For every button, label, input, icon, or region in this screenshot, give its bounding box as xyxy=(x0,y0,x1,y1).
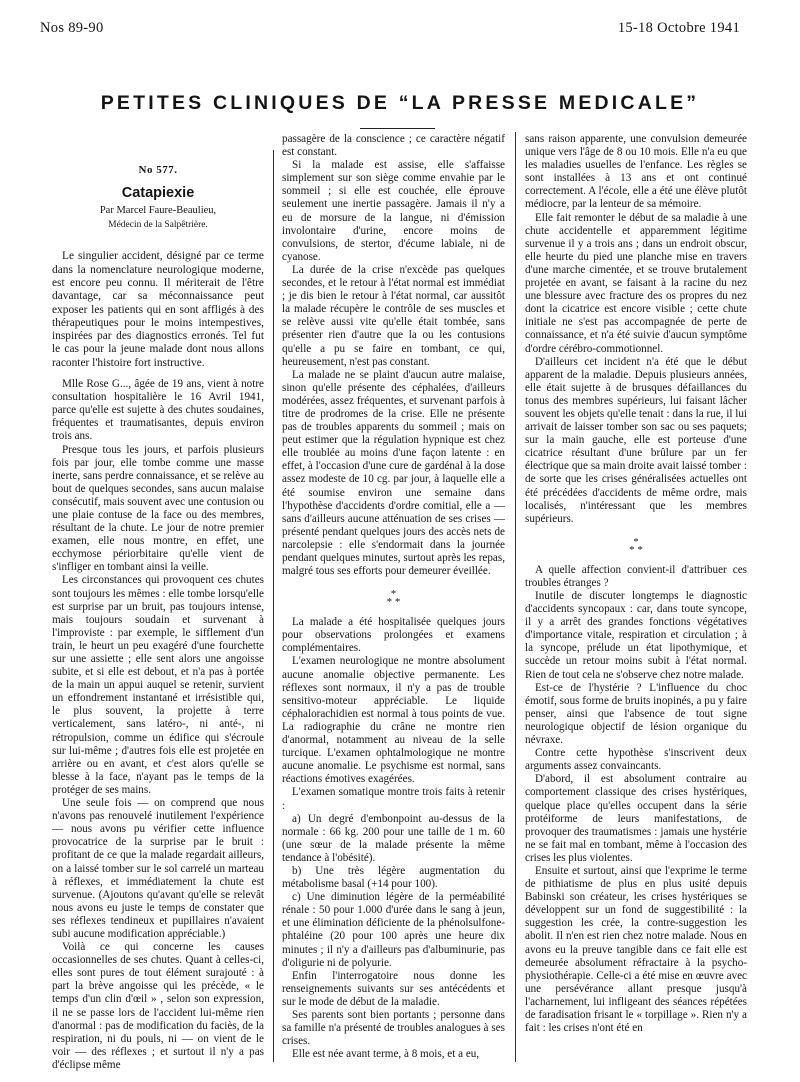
separator-star: * xyxy=(637,543,643,556)
paragraph: D'ailleurs cet incident n'a été que le début apparent de la maladie. Depuis plusieurs années, elle était sujette à de brusques défaillances du tonus des membres supérieurs, lui faisant lâcher souvent les objets qu'elle tenait : dans la rue, il lui arrivait de laisser tomber son sac ou ses paquets; sur la main gauche, elle est porteuse d'une cicatrice résultant d'une brûlure par un fer électrique que sa main droite avait laissé tomber : de sorte que les crises généralisées actuelles ont été précédées d'accidents de même ordre, mais localisés, n'intéressant que les membres supérieurs. xyxy=(525,355,747,525)
paragraph: Si la malade est assise, elle s'affaisse simplement sur son siège comme envahie par le sommeil ; si elle est couchée, elle éprouve seulement une inertie passagère. Jamais il n'y a eu de morsure de la langue, ni d'émission involontaire d'urine, encore moins de convulsions, de stertor, d'écume labiale, ni de cyanose. xyxy=(282,159,505,263)
title-rule xyxy=(360,128,435,129)
column-divider xyxy=(515,132,516,1062)
separator-star: * xyxy=(390,588,397,601)
paragraph: Le singulier accident, désigné par ce terme dans la nomenclature neurologique moderne, est encore peu connu. Il mériterait de l'être davantage, car sa méconnaissance peut exposer les patients qui en sont affligés à des thérapeutiques pour le moins intempestives, inspirées par des diagnostics erronés. Tel fut le cas pour la jeune malade dont nous allons raconter l'histoire fort instructive. xyxy=(52,250,264,369)
article-title: Catapiexie xyxy=(121,185,195,202)
separator-star: * xyxy=(633,535,639,548)
paragraph: Elle est née avant terme, à 8 mois, et a eu, xyxy=(292,1048,480,1061)
column-3 xyxy=(525,133,747,1076)
paragraph: Est-ce de l'hystérie ? L'influence du choc émotif, sous forme de bruits inopinés, a pu y faire penser, ainsi que l'absence de tout signe neurologique objectif de lésion organique du névraxe. xyxy=(525,681,747,747)
issue-date: 15-18 Octobre 1941 xyxy=(617,20,740,36)
article-author: Par Marcel Faure-Beaulieu, xyxy=(99,205,217,217)
author-affiliation: Médecin de la Salpêtrière. xyxy=(108,220,208,231)
separator-star: * xyxy=(394,596,401,609)
paragraph: La malade a été hospitalisée quelques jours pour observations prolongées et examens complémentaires. xyxy=(282,616,505,655)
paragraph: Inutile de discuter longtemps le diagnostic d'accidents syncopaux : car, dans toute syncope, il y a arrêt des grandes fonctions végétatives d'importance vitale, respiration et circulation ; à la syncope, prélude un état lipothymique, et succède un retour moins subit à l'état normal. Rien de tout cela ne s'observe chez notre malade. xyxy=(525,590,747,681)
column-1 xyxy=(52,152,264,1076)
issue-number: Nos 89-90 xyxy=(40,20,104,36)
column-divider xyxy=(273,150,274,1062)
paragraph: L'examen somatique montre trois faits à retenir : xyxy=(282,786,505,812)
paragraph: Les circonstances qui provoquent ces chutes sont toujours les mêmes : elle tombe lorsqu'elle est surprise par un bruit, pas toujours intense, mais toujours soudain et survenant à l'improviste : par exemple, le sifflement d'un train, le heurt un peu exagéré d'une fourchette sur une assiette ; elle sent alors une angoisse subite, et si elle est debout, et n'a pas à portée de la main un appui auquel se retenir, survient un effondrement instantané et irrésistible qui, le plus souvent, la projette à terre verticalement, sans latéro-, ni anté-, ni rétropulsion, comme un édifice qui s'écroule sur lui-même ; d'autres fois elle est projetée en arrière ou en avant, et c'est alors qu'elle se blesse à la face, n'ayant pas le temps de la protéger de ses mains. xyxy=(52,574,264,796)
paragraph: Ses parents sont bien portants ; personne dans sa famille n'a présenté de troubles analogues à ses crises. xyxy=(282,1009,505,1048)
paragraph: sans raison apparente, une convulsion demeurée unique vers l'âge de 8 ou 10 mois. Elle n'a eu que les maladies usuelles de l'enfance. Les règles se sont installées à 13 ans et ont continué correctement. A l'école, elle a été une élève plutôt médiocre, par la lenteur de sa mémoire. xyxy=(525,133,747,211)
article-number: No 577. xyxy=(138,164,178,176)
paragraph: Ensuite et surtout, ainsi que l'exprime le terme de pithiatisme de plus en plus usité depuis Babinski son créateur, les crises hystériques se développent sur un fond de suggestibilité : la suggestion les crée, la contre-suggestion les abolit. Il n'en est rien chez notre malade. Nous en avons eu la preuve tangible dans ce fait elle est demeurée absolument réfractaire à la psycho-physiothérapie. Celle-ci a été mise en œuvre avec une persévérance allant presque jusqu'à l'acharnement, lui infligeant des séances répétées de faradisation frisant le « torpillage ». Rien n'y a fait : les crises n'ont été en xyxy=(525,864,747,1035)
paragraph: Contre cette hypothèse s'inscrivent deux arguments assez convaincants. xyxy=(525,747,747,773)
section-separator xyxy=(282,588,505,609)
list-item: a) Un degré d'embonpoint au-dessus de la normale : 66 kg. 200 pour une taille de 1 m. 60 (une sœur de la malade présente la même tendance à l'obésité). xyxy=(282,812,505,864)
section-separator xyxy=(525,535,747,556)
paragraph: Enfin l'interrogatoire nous donne les renseignements suivants sur ses antécédents et sur le mode de début de la maladie. xyxy=(282,969,505,1008)
paragraph: L'examen neurologique ne montre absolument aucune anomalie objective permanente. Les réflexes sont normaux, il n'y a pas de trouble sensitivo-moteur appréciable. Le liquide céphalorachidien est normal à tous points de vue. La radiographie du crâne ne montre rien d'anormal, notamment au niveau de la selle turcique. L'examen ophtalmologique ne montre aucune anomalie. Le psychisme est normal, sans réactions émotives exagérées. xyxy=(282,655,505,786)
list-item: b) Une très légère augmentation du métabolisme basal (+14 pour 100). xyxy=(282,864,505,891)
paragraph: A quelle affection convient-il d'attribuer ces troubles étranges ? xyxy=(525,563,747,589)
paragraph: La malade ne se plaint d'aucun autre malaise, sinon qu'elle présente des céphalées, d'ailleurs modérées, assez fréquentes, et survenant parfois à titre de prodromes de la crise. Elle ne présente pas de troubles apparents du sommeil ; mais on peut estimer que la régulation hypnique est chez elle troublée au moins d'une façon latente : en effet, à l'occasion d'une cure de gardénal à la dose assez modeste de 10 cg. par jour, à laquelle elle a été soumise environ une semaine dans l'hypothèse d'accidents d'ordre comitial, elle a — sans d'ailleurs aucune atténuation de ses crises — présenté pendant quelques jours des accès nets de narcolepsie : elle s'endormait dans la journée pendant quelques minutes, surtout après les repas, malgré tous ses efforts pour demeurer éveillée. xyxy=(282,368,505,578)
paragraph: passagère de la conscience ; ce caractère négatif est constant. xyxy=(282,133,505,159)
paragraph: La durée de la crise n'excède pas quelques secondes, et le retour à l'état normal est immédiat ; je dis bien le retour à l'état normal, car aussitôt la malade récupère le contrôle de ses muscles et se relève aussi vite qu'elle était tombée, sans présenter rien d'autre que la ou les contusions qu'elle a pu se faire en tombant, ce qui, heureusement, n'est pas constant. xyxy=(282,263,505,368)
paragraph: Voilà ce qui concerne les causes occasionnelles de ses chutes. Quant à celles-ci, elles sont pures de tout élément surajouté : à part la brève angoisse qui les précède, « le temps d'un clin d'œil » , selon son expression, il ne se passe lors de l'accident lui-même rien d'anormal : pas de modification du faciès, de la respiration, ni du pouls, ni — on vient de le voir — des réflexes ; et surtout il n'y a pas d'éclipse même xyxy=(52,941,264,1071)
paragraph: Une seule fois — on comprend que nous n'avons pas renouvelé inutilement l'expérience — nous avons pu vérifier cette influence provocatrice de la surprise par le bruit : profitant de ce que la malade regardait ailleurs, on a laissé tomber sur le sol carrelé un marteau à réflexes, et immédiatement la chute est survenue. (Ajoutons qu'avant qu'elle se relevât nous avons eu juste le temps de constater que ses réflexes tendineux et pupillaires n'avaient subi aucune modification appréciable.) xyxy=(52,797,264,940)
paragraph: Presque tous les jours, et parfois plusieurs fois par jour, elle tombe comme une masse inerte, sans perdre connaissance, et se relève au bout de quelques secondes, sans aucun malaise consécutif, mais souvent avec une contusion ou une plaie contuse de la face ou des membres, résultant de la chute. Le jour de notre premier examen, elle nous montre, en effet, une ecchymose périorbitaire qu'elle vient de s'infliger en tombant ainsi la veille. xyxy=(52,443,264,574)
introduction xyxy=(52,250,264,370)
paragraph: Mlle Rose G..., âgée de 19 ans, vient à notre consultation hospitalière le 16 Avril 1941, parce qu'elle est sujette à des chutes soudaines, fréquentes et traumatisantes, depuis environ trois ans. xyxy=(52,378,264,443)
separator-star: * xyxy=(386,596,393,609)
separator-star: * xyxy=(629,543,635,556)
column-2 xyxy=(282,133,505,1076)
journal-title: PETITES CLINIQUES DE “LA PRESSE MEDICALE” xyxy=(100,92,700,114)
paragraph: Elle fait remonter le début de sa maladie à une chute accidentelle et apparemment légitime survenue il y a trois ans ; dans un endroit obscur, elle heurte du pied une planche mise en travers d'une marche cimentée, et se trouve brutalement projetée en avant, se faisant à la racine du nez une blessure avec fracture des os propres du nez dont la cicatrice est encore visible ; cette chute initiale ne s'est pas accompagnée de perte de connaissance, et n'a été suivie d'aucun symptôme d'ordre cérébro-commotionnel. xyxy=(525,211,747,355)
list-item: c) Une diminution légère de la perméabilité rénale : 50 pour 1.000 d'urée dans le sang à jeun, et une élimination déficiente de la phénolsulfone-phtaléine (20 pour 100 après une heure dix minutes ; il n'y a d'ailleurs pas d'albuminurie, pas d'oligurie ni de polyurie. xyxy=(282,891,505,969)
paragraph: D'abord, il est absolument contraire au comportement classique des crises hystériques, quelque place qu'elles occupent dans la série protéiforme de leurs manifestations, de provoquer des traumatismes : jamais une hystérie ne se fait mal en tombant, même à l'occasion des crises les plus violentes. xyxy=(525,773,747,864)
